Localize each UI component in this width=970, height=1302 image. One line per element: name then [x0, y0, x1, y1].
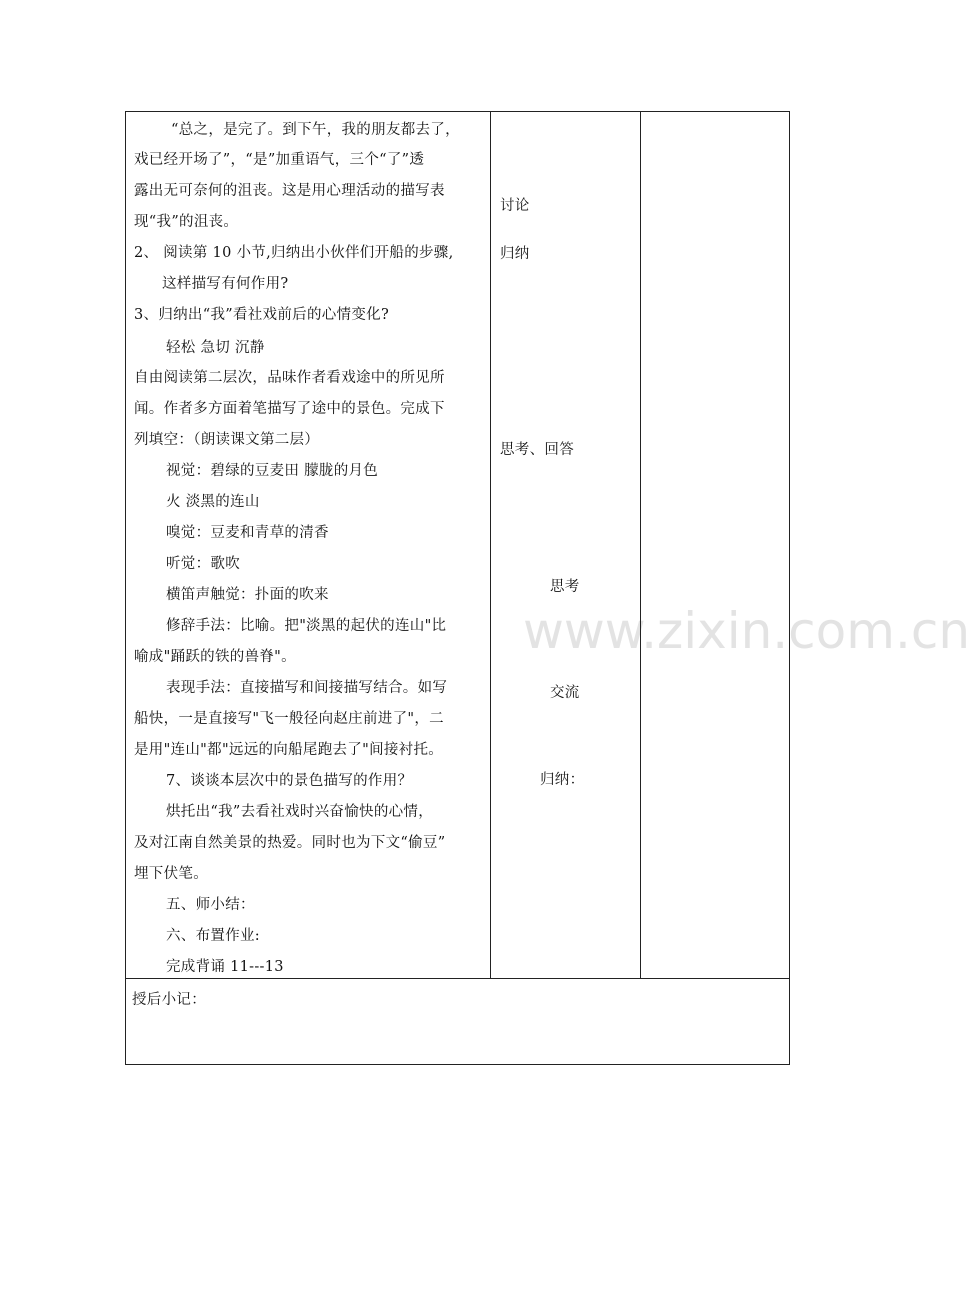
content-line: 喻成"踊跃的铁的兽脊"。: [134, 649, 296, 665]
content-line: 闻。作者多方面着笔描写了途中的景色。完成下: [134, 401, 445, 417]
content-line: 3、归纳出“我”看社戏前后的心情变化?: [134, 307, 390, 323]
activity-think-answer: 思考、回答: [500, 442, 574, 458]
content-line: 埋下伏笔。: [134, 866, 208, 882]
content-line: 是用"连山"都"远远的向船尾跑去了"间接衬托。: [134, 742, 444, 758]
content-line: 听觉：歌吹: [166, 556, 240, 572]
post-lesson-notes-label: 授后小记：: [132, 992, 206, 1008]
content-line: 五、师小结：: [166, 897, 255, 913]
column-divider-1: [490, 112, 491, 979]
content-line: 船快，一是直接写"飞一般径向赵庄前进了"，二: [134, 711, 444, 727]
content-line: 及对江南自然美景的热爱。同时也为下文“偷豆”: [134, 835, 446, 851]
content-line: 露出无可奈何的沮丧。这是用心理活动的描写表: [134, 183, 445, 199]
content-line: 完成背诵 11---13: [166, 959, 284, 975]
content-line: 火 淡黑的连山: [166, 494, 260, 510]
row-divider: [126, 978, 789, 979]
content-line: 7、谈谈本层次中的景色描写的作用？: [166, 773, 413, 789]
content-line: “总之，是完了。到下午，我的朋友都去了，: [171, 122, 460, 138]
content-line: 戏已经开场了”，“是”加重语气，三个“了”透: [134, 152, 425, 168]
content-line: 六、布置作业:: [166, 928, 260, 944]
activity-think: 思考: [550, 579, 580, 595]
activity-summarize: 归纳: [500, 246, 530, 262]
content-line: 轻松 急切 沉静: [166, 340, 265, 356]
content-line: 表现手法：直接描写和间接描写结合。如写: [166, 680, 448, 696]
content-line: 现“我”的沮丧。: [134, 214, 239, 230]
content-line: 列填空：（朗读课文第二层）: [134, 432, 320, 448]
content-line: 修辞手法：比喻。把"淡黑的起伏的连山"比: [166, 618, 447, 634]
activity-exchange: 交流: [550, 685, 580, 701]
watermark: www.zixin.com.cn: [523, 602, 970, 660]
content-line: 自由阅读第二层次，品味作者看戏途中的所见所: [134, 370, 445, 386]
content-line: 烘托出“我”去看社戏时兴奋愉快的心情，: [166, 804, 434, 820]
content-line: 这样描写有何作用?: [162, 276, 289, 292]
activity-summarize-2: 归纳：: [540, 772, 585, 788]
content-line: 2、 阅读第 10 小节,归纳出小伙伴们开船的步骤,: [134, 245, 454, 261]
content-line: 视觉：碧绿的豆麦田 朦胧的月色: [166, 463, 379, 479]
content-line: 横笛声触觉：扑面的吹来: [166, 587, 329, 603]
content-line: 嗅觉：豆麦和青草的清香: [166, 525, 329, 541]
column-divider-2: [640, 112, 641, 979]
activity-discuss: 讨论: [500, 198, 530, 214]
